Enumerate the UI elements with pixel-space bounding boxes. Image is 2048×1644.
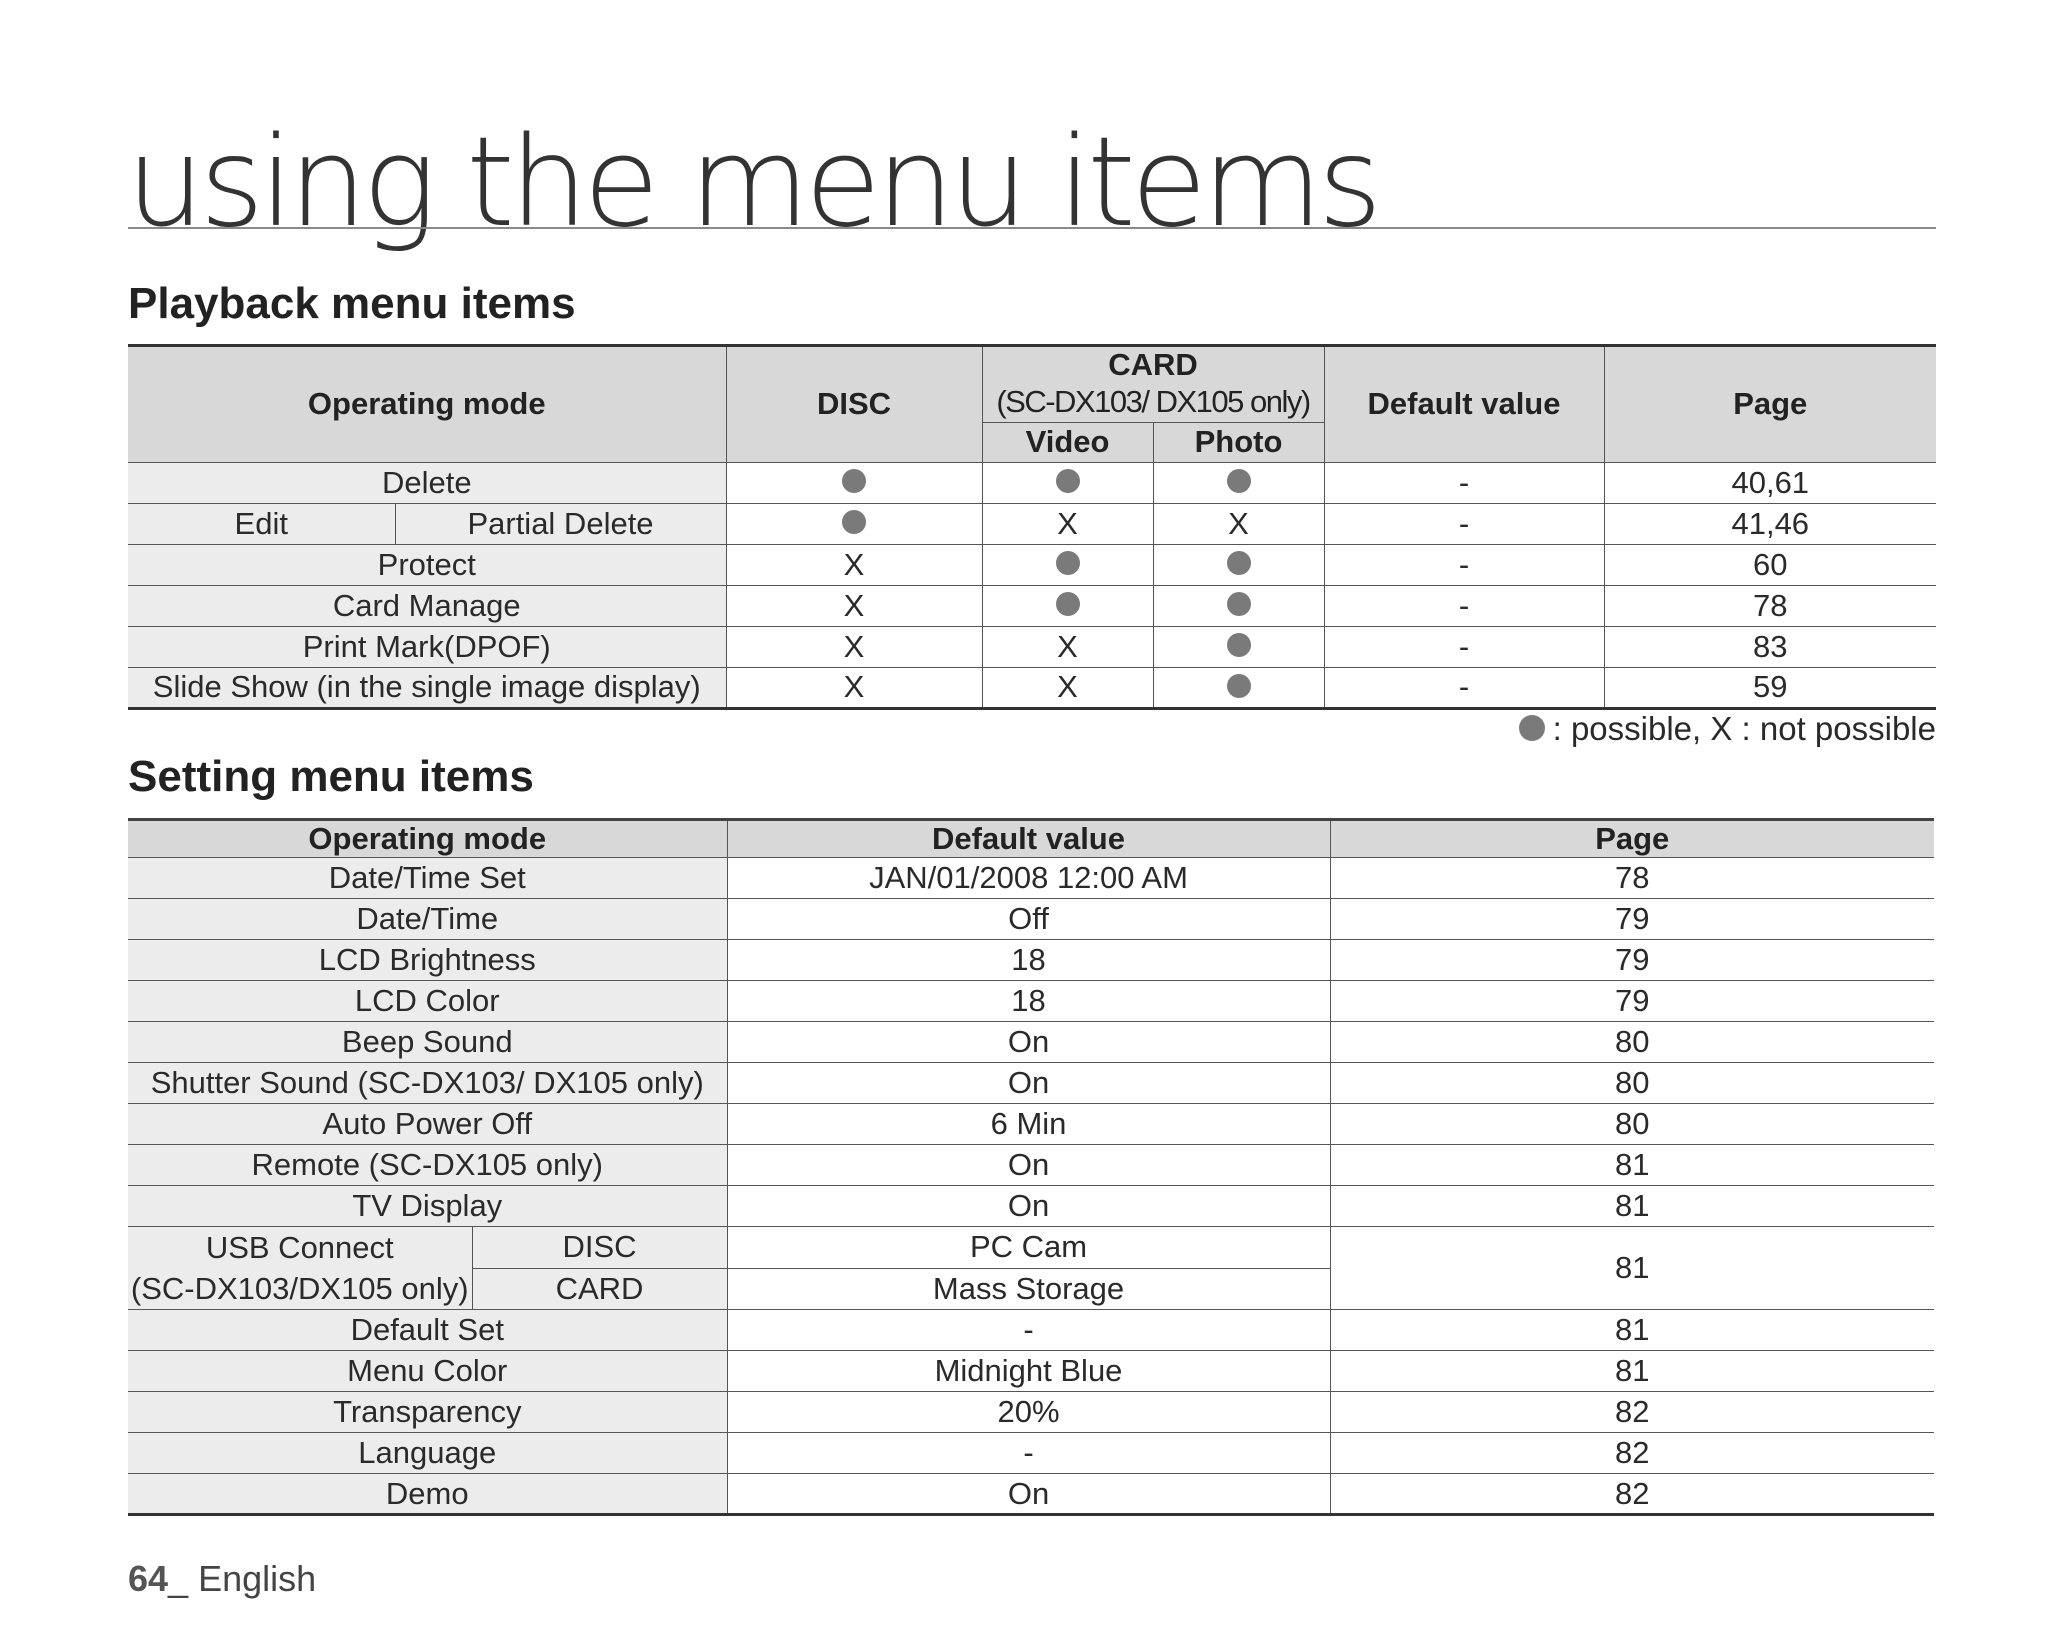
- mode-cell: Beep Sound: [128, 1022, 727, 1063]
- default-value-cell: -: [1324, 503, 1604, 544]
- default-value-cell: Off: [727, 899, 1330, 940]
- disc-cell: X: [726, 585, 982, 626]
- page-cell: 40,61: [1604, 462, 1936, 503]
- default-value-cell: On: [727, 1145, 1330, 1186]
- possible-dot-icon: [1227, 592, 1251, 616]
- default-value-cell: 20%: [727, 1392, 1330, 1433]
- mode-cell: Slide Show (in the single image display): [128, 667, 726, 708]
- table-row: [128, 462, 1936, 503]
- video-cell: [982, 462, 1153, 503]
- table-row: [128, 858, 1934, 899]
- usb-connect-label: USB Connect: [205, 1230, 394, 1265]
- usb-card-cell: CARD: [472, 1268, 727, 1310]
- default-value-cell: Midnight Blue: [727, 1351, 1330, 1392]
- page-cell: 81: [1330, 1310, 1934, 1351]
- page-cell: 79: [1330, 940, 1934, 981]
- header-photo: Photo: [1153, 422, 1324, 462]
- video-cell: X: [982, 626, 1153, 667]
- default-value-cell: -: [1324, 544, 1604, 585]
- table-row: [128, 1227, 1934, 1269]
- default-value-cell: On: [727, 1474, 1330, 1515]
- setting-header-operating-mode: Operating mode: [128, 820, 727, 858]
- table-row: [128, 544, 1936, 585]
- mode-cell: TV Display: [128, 1186, 727, 1227]
- submode-cell: Partial Delete: [395, 503, 726, 544]
- setting-header-default-value: Default value: [727, 820, 1330, 858]
- mode-cell: Date/Time Set: [128, 858, 727, 899]
- disc-cell: [726, 503, 982, 544]
- header-default-value: Default value: [1324, 346, 1604, 463]
- mode-cell: Language: [128, 1433, 727, 1474]
- page-cell: 81: [1330, 1351, 1934, 1392]
- default-value-cell: On: [727, 1063, 1330, 1104]
- possible-dot-icon: [1056, 469, 1080, 493]
- mode-cell: LCD Brightness: [128, 940, 727, 981]
- mode-cell: Transparency: [128, 1392, 727, 1433]
- page-cell: 81: [1330, 1145, 1934, 1186]
- mode-cell: Delete: [128, 462, 726, 503]
- possible-dot-icon: [842, 469, 866, 493]
- photo-cell: [1153, 462, 1324, 503]
- table-row: [128, 1474, 1934, 1515]
- table-row: [128, 899, 1934, 940]
- possible-dot-icon: [1227, 633, 1251, 657]
- page-cell: 81: [1330, 1186, 1934, 1227]
- page-cell: 82: [1330, 1392, 1934, 1433]
- table-row: [128, 1145, 1934, 1186]
- mode-cell: Shutter Sound (SC-DX103/ DX105 only): [128, 1063, 727, 1104]
- page-cell: 81: [1330, 1227, 1934, 1310]
- table-row: [128, 503, 1936, 544]
- page-cell: 59: [1604, 667, 1936, 708]
- table-row: [128, 1351, 1934, 1392]
- table-row: [128, 1063, 1934, 1104]
- photo-cell: [1153, 585, 1324, 626]
- mode-cell: Default Set: [128, 1310, 727, 1351]
- possible-dot-icon: [1227, 674, 1251, 698]
- photo-cell: [1153, 667, 1324, 708]
- default-value-cell: -: [1324, 667, 1604, 708]
- default-value-cell: PC Cam: [727, 1227, 1330, 1269]
- possible-dot-icon: [842, 510, 866, 534]
- default-value-cell: 18: [727, 940, 1330, 981]
- table-row: [128, 667, 1936, 708]
- mode-cell: Edit: [128, 503, 395, 544]
- header-operating-mode: Operating mode: [128, 346, 726, 463]
- page-cell: 80: [1330, 1022, 1934, 1063]
- playback-section-title: Playback menu items: [128, 279, 576, 328]
- usb-connect-cell: [128, 1227, 472, 1310]
- default-value-cell: On: [727, 1186, 1330, 1227]
- default-value-cell: -: [727, 1433, 1330, 1474]
- mode-cell: Date/Time: [128, 899, 727, 940]
- page-cell: 82: [1330, 1474, 1934, 1515]
- disc-cell: X: [726, 667, 982, 708]
- table-row: [128, 1186, 1934, 1227]
- playback-table: [128, 344, 1936, 710]
- header-video: Video: [982, 422, 1153, 462]
- page-cell: 41,46: [1604, 503, 1936, 544]
- table-row: [128, 1433, 1934, 1474]
- mode-cell: Protect: [128, 544, 726, 585]
- table-row: [128, 1392, 1934, 1433]
- header-disc: DISC: [726, 346, 982, 463]
- disc-cell: [726, 462, 982, 503]
- disc-cell: X: [726, 544, 982, 585]
- page-cell: 78: [1330, 858, 1934, 899]
- page-footer: [128, 1558, 316, 1600]
- video-cell: [982, 585, 1153, 626]
- table-row: [128, 626, 1936, 667]
- table-row: [128, 1022, 1934, 1063]
- table-row: [128, 981, 1934, 1022]
- footer-language: _ English: [168, 1558, 317, 1599]
- mode-cell: Print Mark(DPOF): [128, 626, 726, 667]
- video-cell: X: [982, 667, 1153, 708]
- title-rule: [128, 227, 1936, 229]
- mode-cell: Auto Power Off: [128, 1104, 727, 1145]
- possible-dot-icon: [1519, 715, 1545, 741]
- default-value-cell: -: [727, 1310, 1330, 1351]
- header-card-note: (SC-DX103/ DX105 only): [982, 383, 1324, 422]
- mode-cell: Card Manage: [128, 585, 726, 626]
- possible-dot-icon: [1227, 469, 1251, 493]
- setting-header-page: Page: [1330, 820, 1934, 858]
- page-number: 64: [128, 1558, 169, 1599]
- legend: [1519, 710, 1936, 748]
- default-value-cell: -: [1324, 626, 1604, 667]
- setting-section-title: Setting menu items: [128, 752, 534, 801]
- page-cell: 79: [1330, 899, 1934, 940]
- table-row: [128, 585, 1936, 626]
- usb-disc-cell: DISC: [472, 1227, 727, 1269]
- page-title: using the menu items: [126, 111, 1378, 255]
- default-value-cell: -: [1324, 585, 1604, 626]
- video-cell: [982, 544, 1153, 585]
- photo-cell: [1153, 544, 1324, 585]
- page-cell: 80: [1330, 1063, 1934, 1104]
- disc-cell: X: [726, 626, 982, 667]
- page-cell: 60: [1604, 544, 1936, 585]
- page-cell: 83: [1604, 626, 1936, 667]
- photo-cell: X: [1153, 503, 1324, 544]
- mode-cell: LCD Color: [128, 981, 727, 1022]
- usb-connect-note: (SC-DX103/DX105 only): [130, 1271, 469, 1306]
- possible-dot-icon: [1056, 551, 1080, 575]
- setting-table: [128, 818, 1934, 1516]
- mode-cell: Demo: [128, 1474, 727, 1515]
- page-cell: 80: [1330, 1104, 1934, 1145]
- default-value-cell: 6 Min: [727, 1104, 1330, 1145]
- page-cell: 82: [1330, 1433, 1934, 1474]
- default-value-cell: Mass Storage: [727, 1268, 1330, 1310]
- mode-cell: Menu Color: [128, 1351, 727, 1392]
- table-row: [128, 940, 1934, 981]
- mode-cell: Remote (SC-DX105 only): [128, 1145, 727, 1186]
- page-cell: 79: [1330, 981, 1934, 1022]
- possible-dot-icon: [1056, 592, 1080, 616]
- default-value-cell: -: [1324, 462, 1604, 503]
- table-row: [128, 1310, 1934, 1351]
- default-value-cell: On: [727, 1022, 1330, 1063]
- legend-text: : possible, X : not possible: [1552, 710, 1936, 747]
- header-page: Page: [1604, 346, 1936, 463]
- page-cell: 78: [1604, 585, 1936, 626]
- possible-dot-icon: [1227, 551, 1251, 575]
- photo-cell: [1153, 626, 1324, 667]
- table-row: [128, 1104, 1934, 1145]
- video-cell: X: [982, 503, 1153, 544]
- default-value-cell: 18: [727, 981, 1330, 1022]
- header-card: CARD: [982, 346, 1324, 384]
- default-value-cell: JAN/01/2008 12:00 AM: [727, 858, 1330, 899]
